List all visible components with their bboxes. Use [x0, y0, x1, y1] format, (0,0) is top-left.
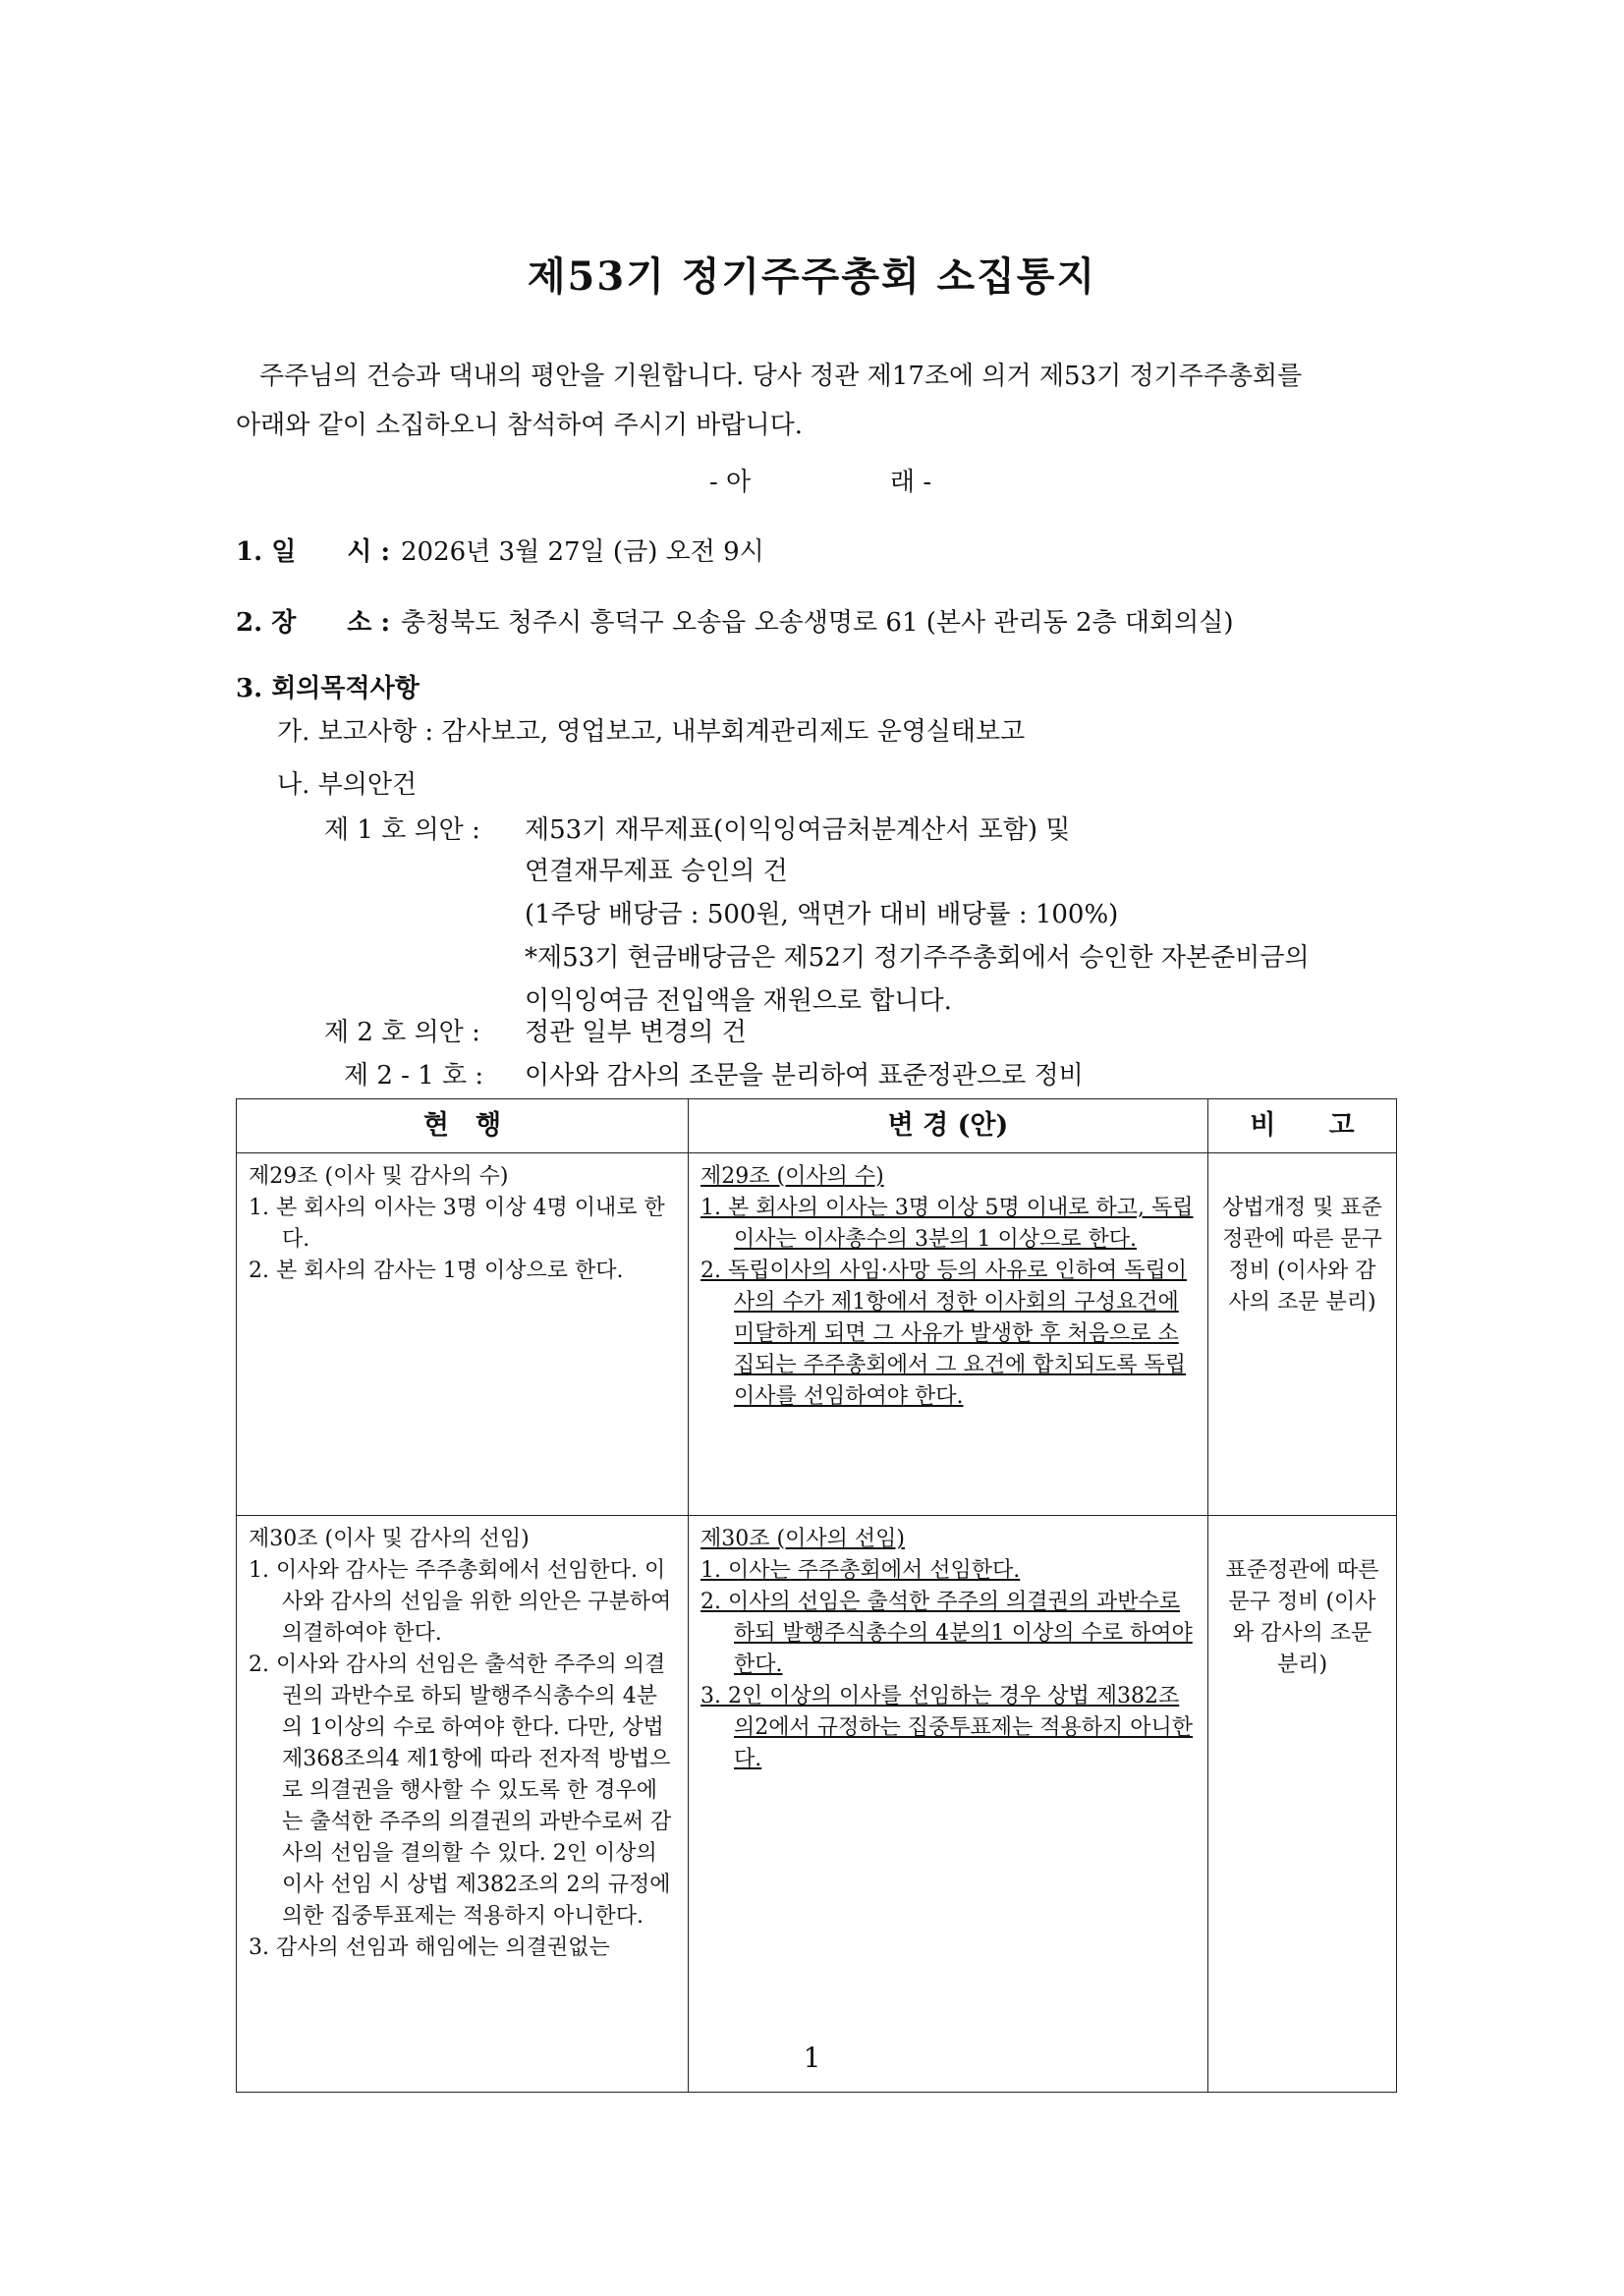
page-number: 1 — [803, 2042, 821, 2074]
agenda-heading: 나. 부의안건 — [277, 770, 418, 800]
report-line: 가. 보고사항 : 감사보고, 영업보고, 내부회계관리제도 운영실태보고 — [277, 717, 1026, 747]
table-row — [237, 1153, 1397, 1516]
date-label: 1. 일 시 : — [236, 537, 391, 567]
intro-line-1: 주주님의 건승과 댁내의 평안을 기원합니다. 당사 정관 제17조에 의거 제53기 정기주주총회를 — [259, 362, 1303, 391]
agenda-2-label: 제 2 호 의안 : — [324, 1018, 480, 1047]
article-item: 2. 이사와 감사의 선임은 출석한 주주의 의결권의 과반수로 하되 발행주식총수의 4분의 1이상의 수로 하여야 한다. 다만, 상법 제368조의4 제1항에 따라 전자적 방법으로 의결권을 행사할 수 있도록 한 경우에는 출석한 주주의 의결권의 과반수로써 감사의 선임을 결의할 수 있다. 2인 이상의 이사 선임 시 상법 제382조의 2의 규정에 의한 집중투표제는 적용하지 아니한다. — [249, 1652, 672, 1929]
intro-line-2: 아래와 같이 소집하오니 참석하여 주시기 바랍니다. — [236, 411, 804, 440]
place-value: 충청북도 청주시 흥덕구 오송읍 오송생명로 61 (본사 관리동 2층 대회의실) — [401, 608, 1234, 638]
article-title: 제30조 (이사 및 감사의 선임) — [249, 1527, 530, 1551]
article-item: 2. 독립이사의 사임·사망 등의 사유로 인하여 독립이사의 수가 제1항에서 정한 이사회의 구성요건에 미달하게 되면 그 사유가 발생한 후 처음으로 소집되는 주주총회에서 그 요건에 합치되도록 독립이사를 선임하여야 한다. — [700, 1259, 1187, 1409]
article-title: 제29조 (이사의 수) — [700, 1164, 884, 1189]
proposed-cell — [689, 1516, 1208, 2093]
article-item: 1. 이사는 주주총회에서 선임한다. — [700, 1558, 1021, 1583]
agenda-1-line-2: 연결재무제표 승인의 건 — [525, 857, 788, 886]
agenda-1-label: 제 1 호 의안 : — [324, 815, 480, 845]
agenda-1-line-4: *제53기 현금배당금은 제52기 정기주주총회에서 승인한 자본준비금의 — [525, 943, 1310, 973]
table-row — [237, 1516, 1397, 2093]
article-item: 2. 본 회사의 감사는 1명 이상으로 한다. — [249, 1259, 624, 1283]
agenda-2-value: 정관 일부 변경의 건 — [525, 1018, 747, 1047]
article-item: 3. 2인 이상의 이사를 선임하는 경우 상법 제382조의2에서 규정하는 집중투표제는 적용하지 아니한다. — [700, 1684, 1194, 1771]
notice-label-right: 래 - — [890, 468, 932, 497]
agenda-1-line-5: 이익잉여금 전입액을 재원으로 합니다. — [525, 986, 952, 1016]
notice-label-left: - 아 — [709, 468, 752, 497]
header-remark: 비 고 — [1208, 1099, 1397, 1153]
place-label: 2. 장 소 : — [236, 608, 391, 638]
table-header-row — [237, 1099, 1397, 1153]
header-proposed: 변 경 (안) — [689, 1099, 1208, 1153]
proposed-cell — [689, 1153, 1208, 1516]
header-current: 현 행 — [237, 1099, 689, 1153]
articles-comparison-table — [236, 1098, 1397, 2093]
purpose-heading: 3. 회의목적사항 — [236, 674, 420, 703]
agenda-1-line-1: 제53기 재무제표(이익잉여금처분계산서 포함) 및 — [525, 815, 1071, 845]
agenda-2-1-label: 제 2 - 1 호 : — [344, 1061, 484, 1091]
article-item: 1. 이사와 감사는 주주총회에서 선임한다. 이사와 감사의 선임을 위한 의안은 구분하여 의결하여야 한다. — [249, 1558, 672, 1646]
agenda-2-1-value: 이사와 감사의 조문을 분리하여 표준정관으로 정비 — [525, 1061, 1084, 1091]
article-item: 3. 감사의 선임과 해임에는 의결권없는 — [249, 1935, 610, 1960]
date-value: 2026년 3월 27일 (금) 오전 9시 — [401, 537, 764, 567]
current-cell — [237, 1153, 689, 1516]
article-title: 제30조 (이사의 선임) — [700, 1527, 905, 1551]
agenda-1-line-3: (1주당 배당금 : 500원, 액면가 대비 배당률 : 100%) — [525, 900, 1119, 929]
article-item: 1. 본 회사의 이사는 3명 이상 5명 이내로 하고, 독립이사는 이사총수의 3분의 1 이상으로 한다. — [700, 1196, 1194, 1252]
current-cell — [237, 1516, 689, 2093]
remark-cell: 상법개정 및 표준 정관에 따른 문구 정비 (이사와 감사의 조문 분리) — [1208, 1153, 1397, 1516]
article-title: 제29조 (이사 및 감사의 수) — [249, 1164, 509, 1189]
article-item: 2. 이사의 선임은 출석한 주주의 의결권의 과반수로 하되 발행주식총수의 4분의1 이상의 수로 하여야 한다. — [700, 1590, 1193, 1677]
article-item: 1. 본 회사의 이사는 3명 이상 4명 이내로 한다. — [249, 1196, 665, 1252]
remark-cell: 표준정관에 따른 문구 정비 (이사와 감사의 조문 분리) — [1208, 1516, 1397, 2093]
page-title: 제53기 정기주주총회 소집통지 — [527, 253, 1097, 300]
